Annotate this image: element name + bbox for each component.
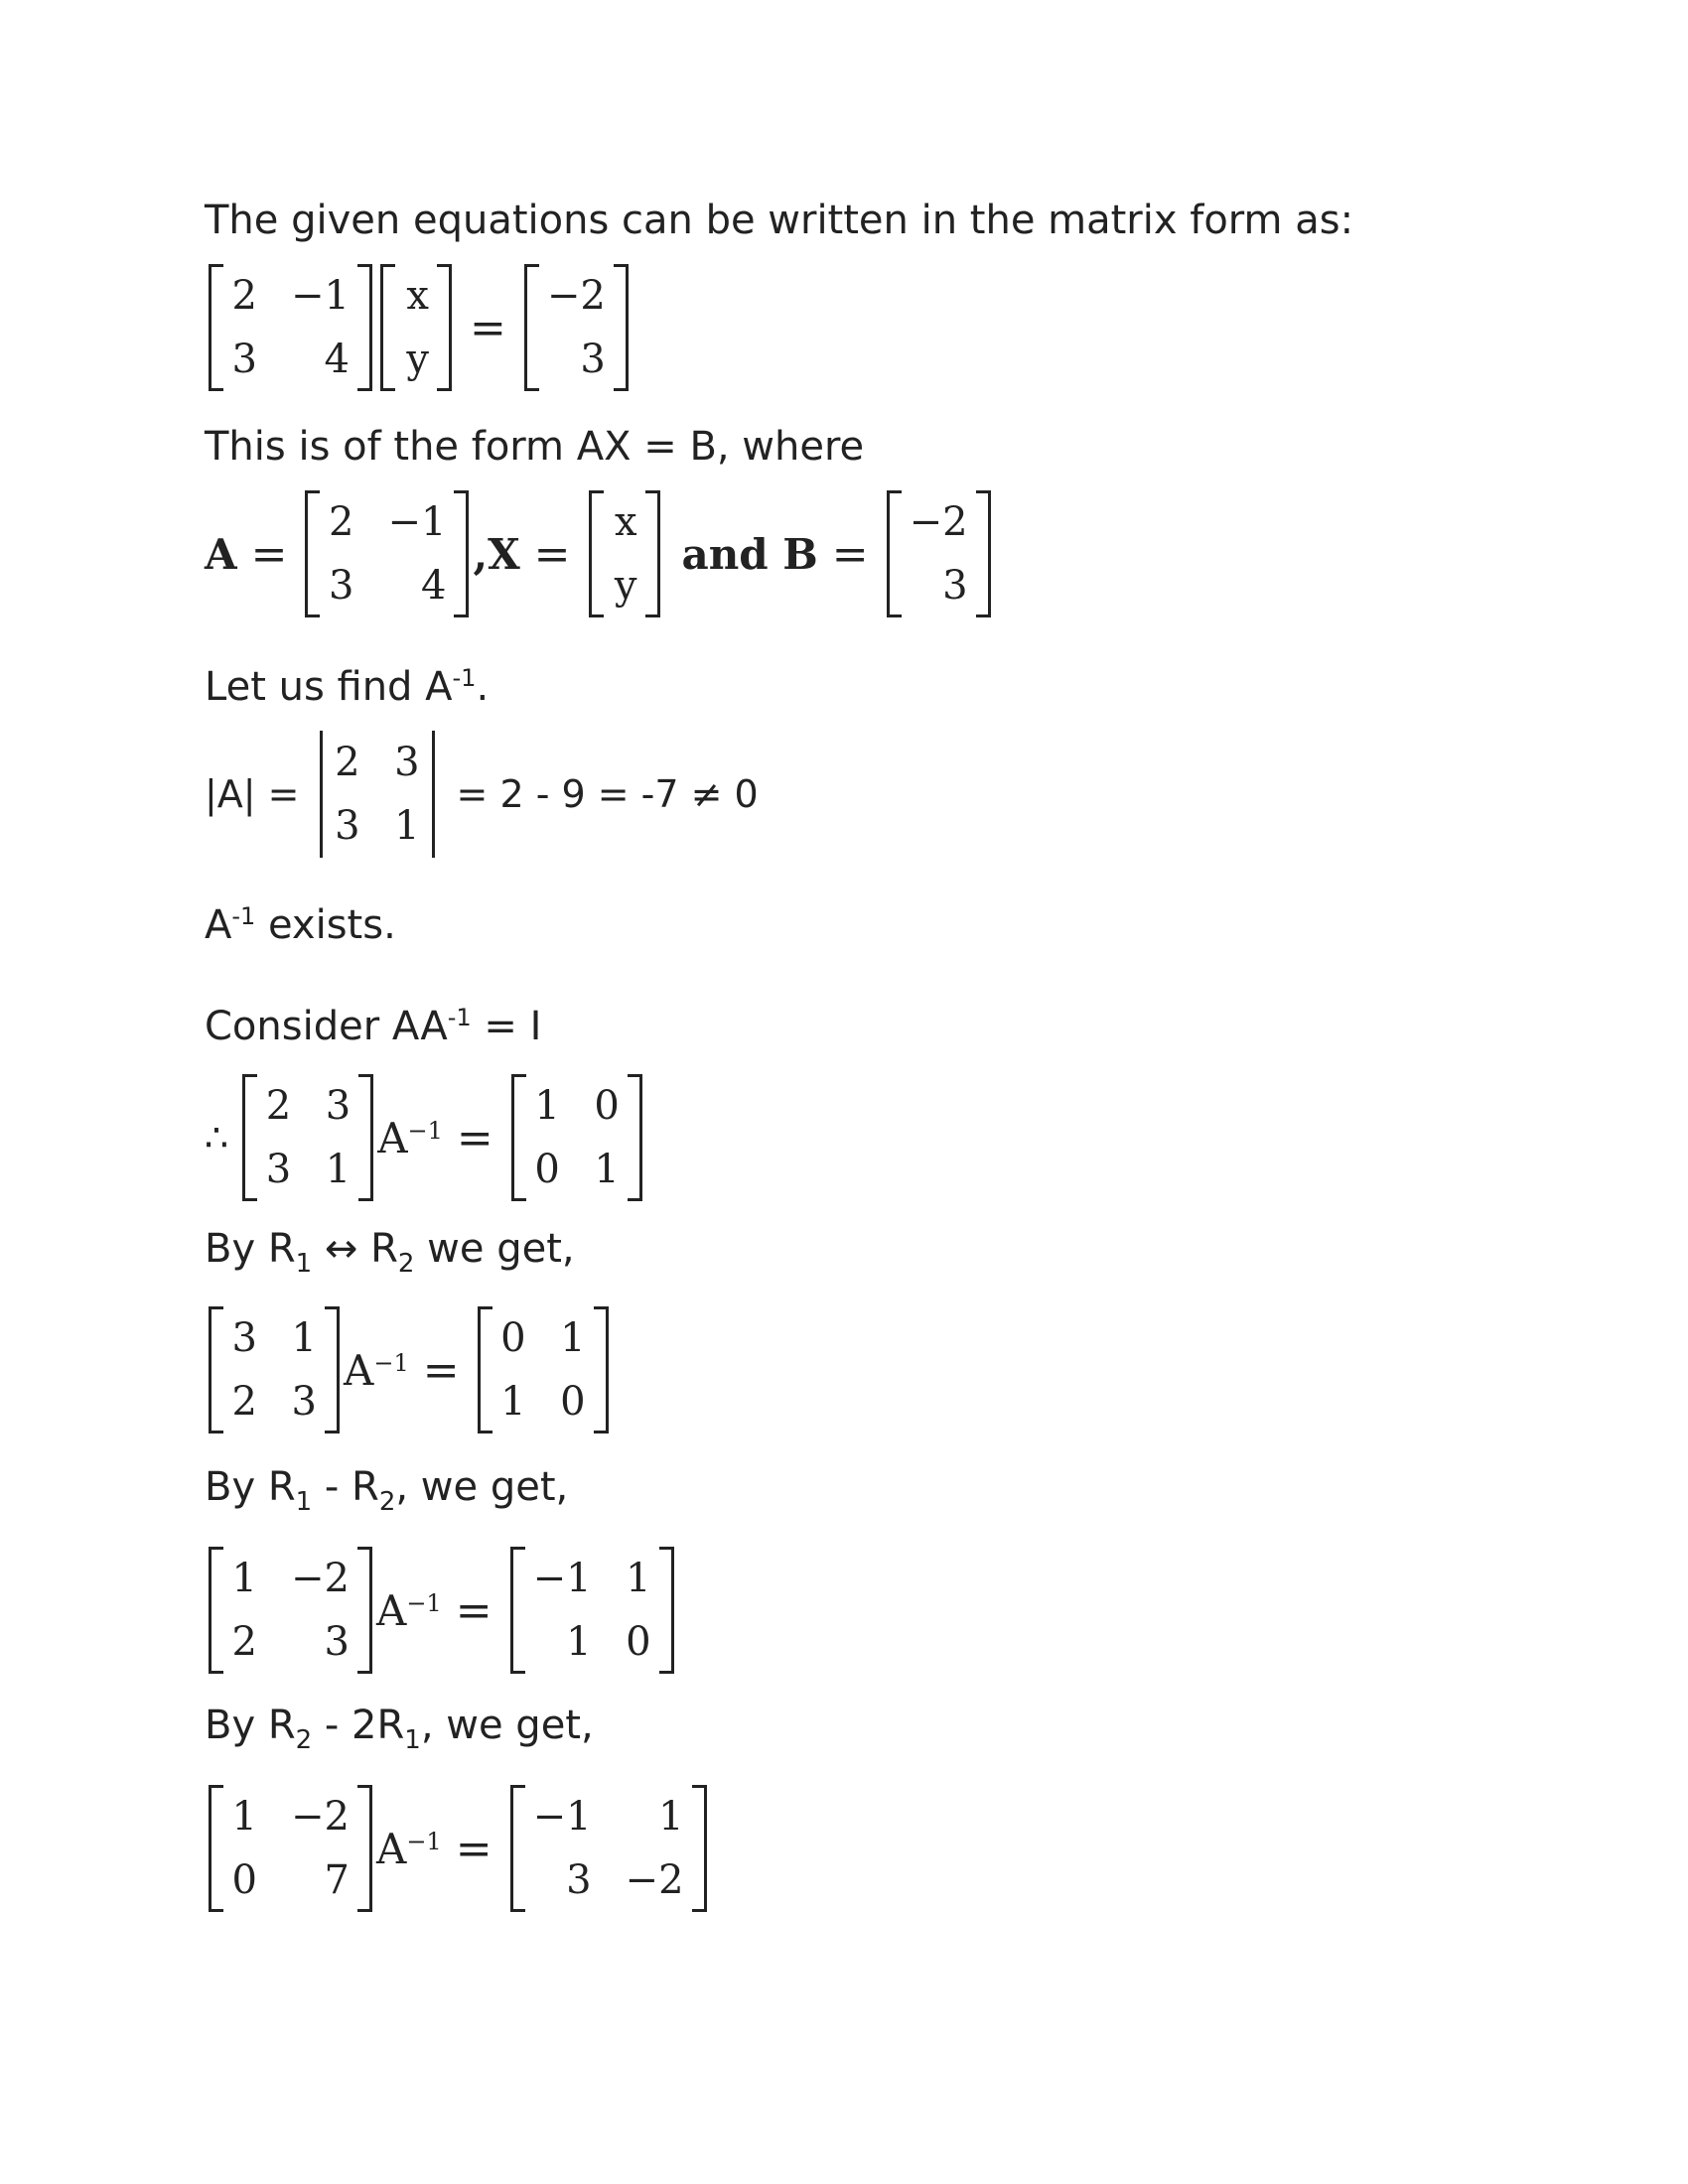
matrix-cell: 3 — [265, 1147, 292, 1192]
matrix-cell: 3 — [325, 1083, 352, 1129]
matrix-cell: 2 — [335, 740, 360, 785]
step0-equation — [205, 1078, 646, 1197]
matrix-cell: 3 — [329, 563, 354, 609]
step1-left-matrix — [209, 1306, 340, 1433]
matrix-cell: 3 — [942, 563, 968, 609]
matrix-cell: 0 — [500, 1315, 526, 1361]
matrix-cell: −2 — [546, 273, 606, 319]
matrix-cell: 1 — [231, 1556, 257, 1601]
matrix-a — [209, 264, 372, 391]
matrix-cell: 2 — [231, 1379, 257, 1425]
matrix-cell: y — [614, 563, 637, 609]
equals-sign: = — [455, 1823, 492, 1874]
step2-right-matrix — [510, 1547, 674, 1674]
matrix-cell: 3 — [231, 1315, 257, 1361]
step1-right-matrix — [478, 1306, 609, 1433]
equals-sign: = — [455, 1584, 492, 1636]
det-matrix — [316, 731, 439, 858]
det-result: = 2 - 9 = -7 ≠ 0 — [456, 772, 759, 816]
matrix-cell: x — [614, 499, 637, 545]
matrix-cell: 1 — [500, 1379, 526, 1425]
step2-equation — [205, 1551, 678, 1670]
matrix-cell: 1 — [560, 1315, 586, 1361]
matrix-cell: 3 — [394, 740, 420, 785]
matrix-cell: −2 — [625, 1857, 684, 1903]
row-op-3-text: By $R_2 - 2R_1$, we get, — [205, 1703, 594, 1755]
matrix-cell: 3 — [566, 1857, 592, 1903]
matrix-cell: 3 — [335, 803, 360, 849]
step0-right-matrix — [511, 1074, 642, 1201]
matrix-b-def — [887, 490, 991, 617]
step3-right-matrix — [510, 1785, 707, 1912]
inverse-symbol: $A^{-1}$ — [375, 1824, 442, 1873]
step3-equation — [205, 1789, 711, 1908]
step2-left-matrix — [209, 1547, 372, 1674]
equals-sign: = — [533, 528, 571, 580]
matrix-cell: 3 — [580, 337, 606, 382]
matrix-cell: 1 — [291, 1315, 317, 1361]
matrix-cell: 1 — [566, 1619, 592, 1665]
matrix-cell: 0 — [626, 1619, 651, 1665]
matrix-cell: 2 — [329, 499, 354, 545]
matrix-cell: −1 — [387, 499, 447, 545]
matrix-cell: −1 — [532, 1794, 592, 1840]
matrix-cell: x — [406, 273, 429, 319]
matrix-cell: 1 — [394, 803, 420, 849]
matrix-cell: 1 — [325, 1147, 352, 1192]
consider-text: Consider $AA^{-1} = I$ — [205, 1004, 542, 1049]
definitions-equation — [205, 494, 995, 614]
matrix-cell: 4 — [420, 563, 447, 609]
equals-sign: = — [250, 528, 288, 580]
matrix-x — [380, 264, 452, 391]
matrix-x-def — [589, 490, 660, 617]
matrix-cell: 3 — [291, 1379, 317, 1425]
a-symbol: A — [205, 529, 237, 579]
equals-sign: = — [422, 1344, 460, 1396]
equals-sign: = — [469, 302, 506, 353]
matrix-cell: 3 — [231, 337, 257, 382]
matrix-cell: 2 — [231, 273, 257, 319]
comma-sign: , — [473, 529, 489, 579]
matrix-cell: −1 — [291, 273, 350, 319]
matrix-cell: 1 — [231, 1794, 257, 1840]
inverse-exists-text: $A^{-1}$ exists. — [205, 902, 396, 948]
step1-equation — [205, 1310, 613, 1430]
matrix-b — [524, 264, 629, 391]
row-op-2-text: By $R_1 - R_2$, we get, — [205, 1464, 569, 1517]
matrix-cell: 1 — [658, 1794, 684, 1840]
matrix-cell: 2 — [231, 1619, 257, 1665]
matrix-cell: −2 — [291, 1794, 350, 1840]
x-symbol: X — [488, 529, 520, 579]
matrix-cell: 4 — [324, 337, 350, 382]
determinant-equation — [205, 735, 759, 854]
intro-text: The given equations can be written in the matrix form as: — [205, 198, 1354, 243]
matrix-cell: 2 — [265, 1083, 292, 1129]
equals-sign: = — [831, 528, 869, 580]
matrix-cell: 7 — [324, 1857, 350, 1903]
matrix-cell: 0 — [560, 1379, 586, 1425]
inverse-symbol: $A^{-1}$ — [344, 1345, 409, 1395]
matrix-cell: 1 — [626, 1556, 651, 1601]
row-op-1-text: By $R_1$ ↔ $R_2$ we get, — [205, 1226, 575, 1279]
matrix-cell: −1 — [532, 1556, 592, 1601]
matrix-cell: 3 — [324, 1619, 350, 1665]
matrix-cell: 1 — [594, 1147, 620, 1192]
matrix-cell: 1 — [534, 1083, 560, 1129]
therefore-symbol: ∴ — [205, 1116, 229, 1160]
matrix-cell: −2 — [291, 1556, 350, 1601]
matrix-cell: 0 — [231, 1857, 257, 1903]
inverse-symbol: $A^{-1}$ — [377, 1113, 443, 1162]
step0-left-matrix — [242, 1074, 373, 1201]
det-label: |A| = — [205, 772, 300, 816]
find-inverse-text: Let us find $A^{-1}$. — [205, 664, 490, 710]
matrix-a-def — [305, 490, 469, 617]
form-text: This is of the form AX = B, where — [205, 424, 865, 470]
and-b-label: and B — [681, 529, 818, 579]
matrix-cell: −2 — [909, 499, 968, 545]
matrix-equation — [205, 268, 633, 387]
matrix-cell: y — [406, 337, 429, 382]
equals-sign: = — [456, 1112, 493, 1163]
inverse-symbol: $A^{-1}$ — [375, 1585, 442, 1635]
step3-left-matrix — [209, 1785, 372, 1912]
matrix-cell: 0 — [594, 1083, 620, 1129]
matrix-cell: 0 — [534, 1147, 560, 1192]
